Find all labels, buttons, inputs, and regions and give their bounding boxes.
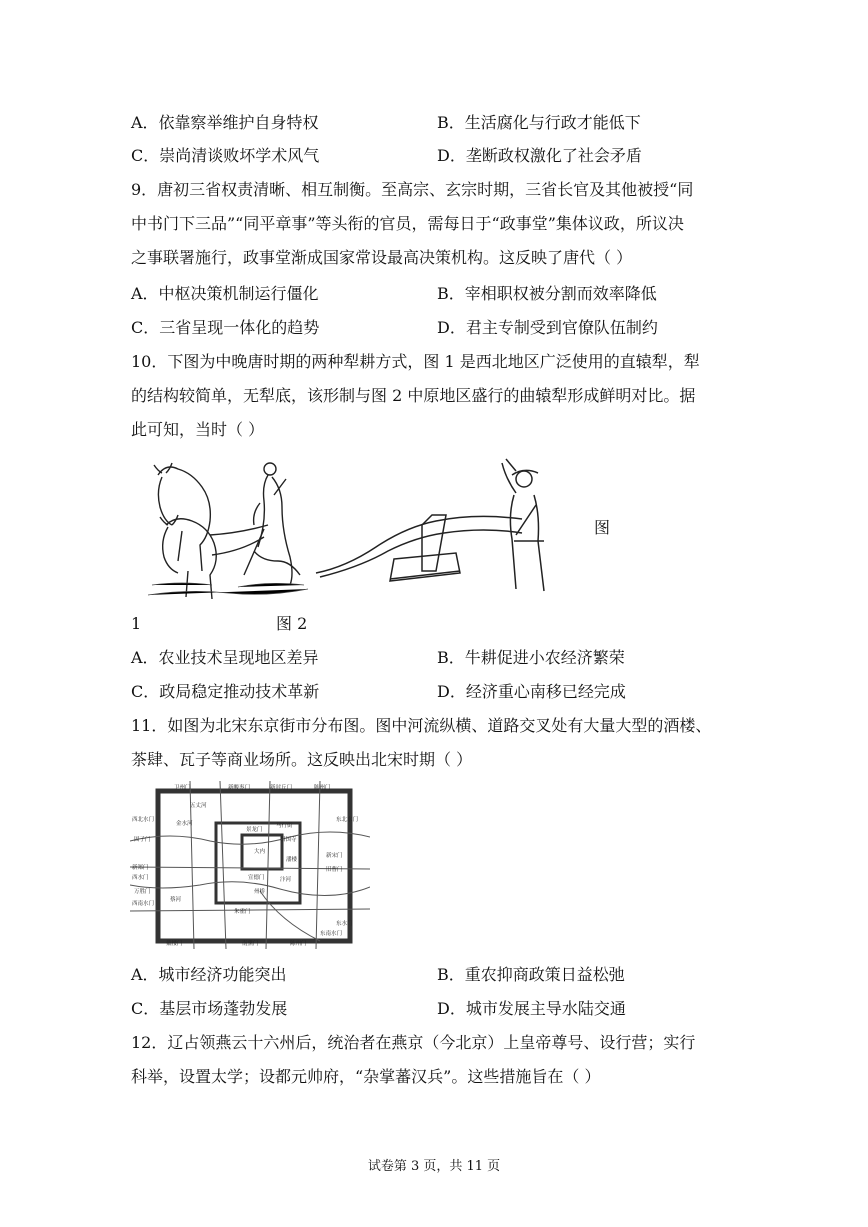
q10-stem-line-2: 的结构较简单，无犁底，该形制与图 2 中原地区盛行的曲辕犁形成鲜明对比。据 [131,386,696,405]
map-label: 宣德门 [248,875,265,881]
map-label: 马行街 [276,823,293,829]
map-label: 陈州门 [290,941,307,947]
map-label: 西南水门 [132,901,155,907]
map-label: 西北水门 [132,817,155,823]
q10-stem-line-1: 10．下图为中晚唐时期的两种犁耕方式，图 1 是西北地区广泛使用的直辕犁，犁 [131,352,700,371]
q9-stem-line-3: 之事联署施行，政事堂渐成国家常设最高决策机构。这反映了唐代（ ） [131,248,633,267]
map-label: 东北水门 [336,817,359,823]
map-label: 新封丘门 [270,785,293,791]
map-label: 卫州门 [174,785,191,791]
page-footer: 试卷第 3 页，共 11 页 [367,1159,501,1174]
q11-option-c: C．基层市场蓬勃发展 [131,999,288,1018]
map-label: 景龙门 [246,827,263,833]
curved-plow-illustration [314,455,552,605]
q9-option-b: B．宰相职权被分割而效率降低 [437,284,657,303]
map-label: 朱雀门 [234,909,251,915]
figure-label-part-b: 1 [131,614,142,633]
q12-stem-line-1: 12．辽占领燕云十六州后，统治者在燕京（今北京）上皇帝尊号、设行营；实行 [131,1033,696,1052]
q10-option-c: C．政局稳定推动技术革新 [131,682,320,701]
q8-option-b: B．生活腐化与行政才能低下 [437,113,641,132]
map-label: 新酸枣门 [228,785,251,791]
q8-option-d: D．垄断政权激化了社会矛盾 [437,146,642,165]
figure-label-part-a: 图 [594,518,611,537]
map-label: 新宋门 [326,853,343,859]
q11-option-d: D．城市发展主导水陆交通 [437,999,626,1018]
map-label: 万胜门 [134,889,151,895]
map-label: 固子门 [134,837,151,843]
map-label: 陈州门 [314,785,331,791]
q8-option-c: C．崇尚清谈败坏学术风气 [131,146,320,165]
map-label: 东水门 [336,921,353,927]
map-label: 戴楼门 [166,941,183,947]
q9-stem-line-2: 中书门下三品”“同平章事”等头衔的官员，需每日于“政事堂”集体议政，所议决 [131,214,684,233]
map-label: 相国寺 [280,837,297,843]
q11-stem-line-1: 11．如图为北宋东京街市分布图。图中河流纵横、道路交叉处有大量大型的酒楼、 [131,716,712,735]
q12-stem-line-2: 科举，设置太学；设都元帅府，“杂掌蕃汉兵”。这些措施旨在（ ） [131,1067,601,1086]
q9-option-d: D．君主专制受到官僚队伍制约 [437,318,658,337]
q9-option-c: C．三省呈现一体化的趋势 [131,318,320,337]
q10-option-a: A．农业技术呈现地区差异 [131,648,319,667]
q10-option-b: B．牛耕促进小农经济繁荣 [437,648,625,667]
map-label: 南熏门 [242,941,259,947]
q9-stem-line-1: 9．唐初三省权责清晰、相互制衡。至高宗、玄宗时期，三省长官及其他被授“同 [131,180,694,199]
map-label: 汴河 [280,877,292,883]
figure-2-label: 图 2 [276,614,308,633]
q10-option-d: D．经济重心南移已经完成 [437,682,626,701]
map-label: 旧曹门 [326,867,343,873]
q10-stem-line-3: 此可知，当时（ ） [131,420,265,439]
map-label: 金水河 [176,821,193,827]
map-label: 潘楼 [286,857,298,863]
kaifeng-map [130,781,370,949]
map-label: 州桥 [254,889,266,895]
map-label: 西水门 [132,875,149,881]
map-label: 东南水门 [320,931,343,937]
q8-option-a: A．依靠察举维护自身特权 [131,113,319,132]
map-label: 蔡河 [170,897,182,903]
q11-stem-line-2: 茶肆、瓦子等商业场所。这反映出北宋时期（ ） [131,750,473,769]
q9-option-a: A．中枢决策机制运行僵化 [131,284,319,303]
q11-option-a: A．城市经济功能突出 [131,965,287,984]
ox-plow-illustration [148,455,314,605]
map-label: 大内 [254,849,266,855]
q11-option-b: B．重农抑商政策日益松弛 [437,965,625,984]
map-label: 五丈河 [190,803,207,809]
map-label: 新郑门 [132,865,149,871]
